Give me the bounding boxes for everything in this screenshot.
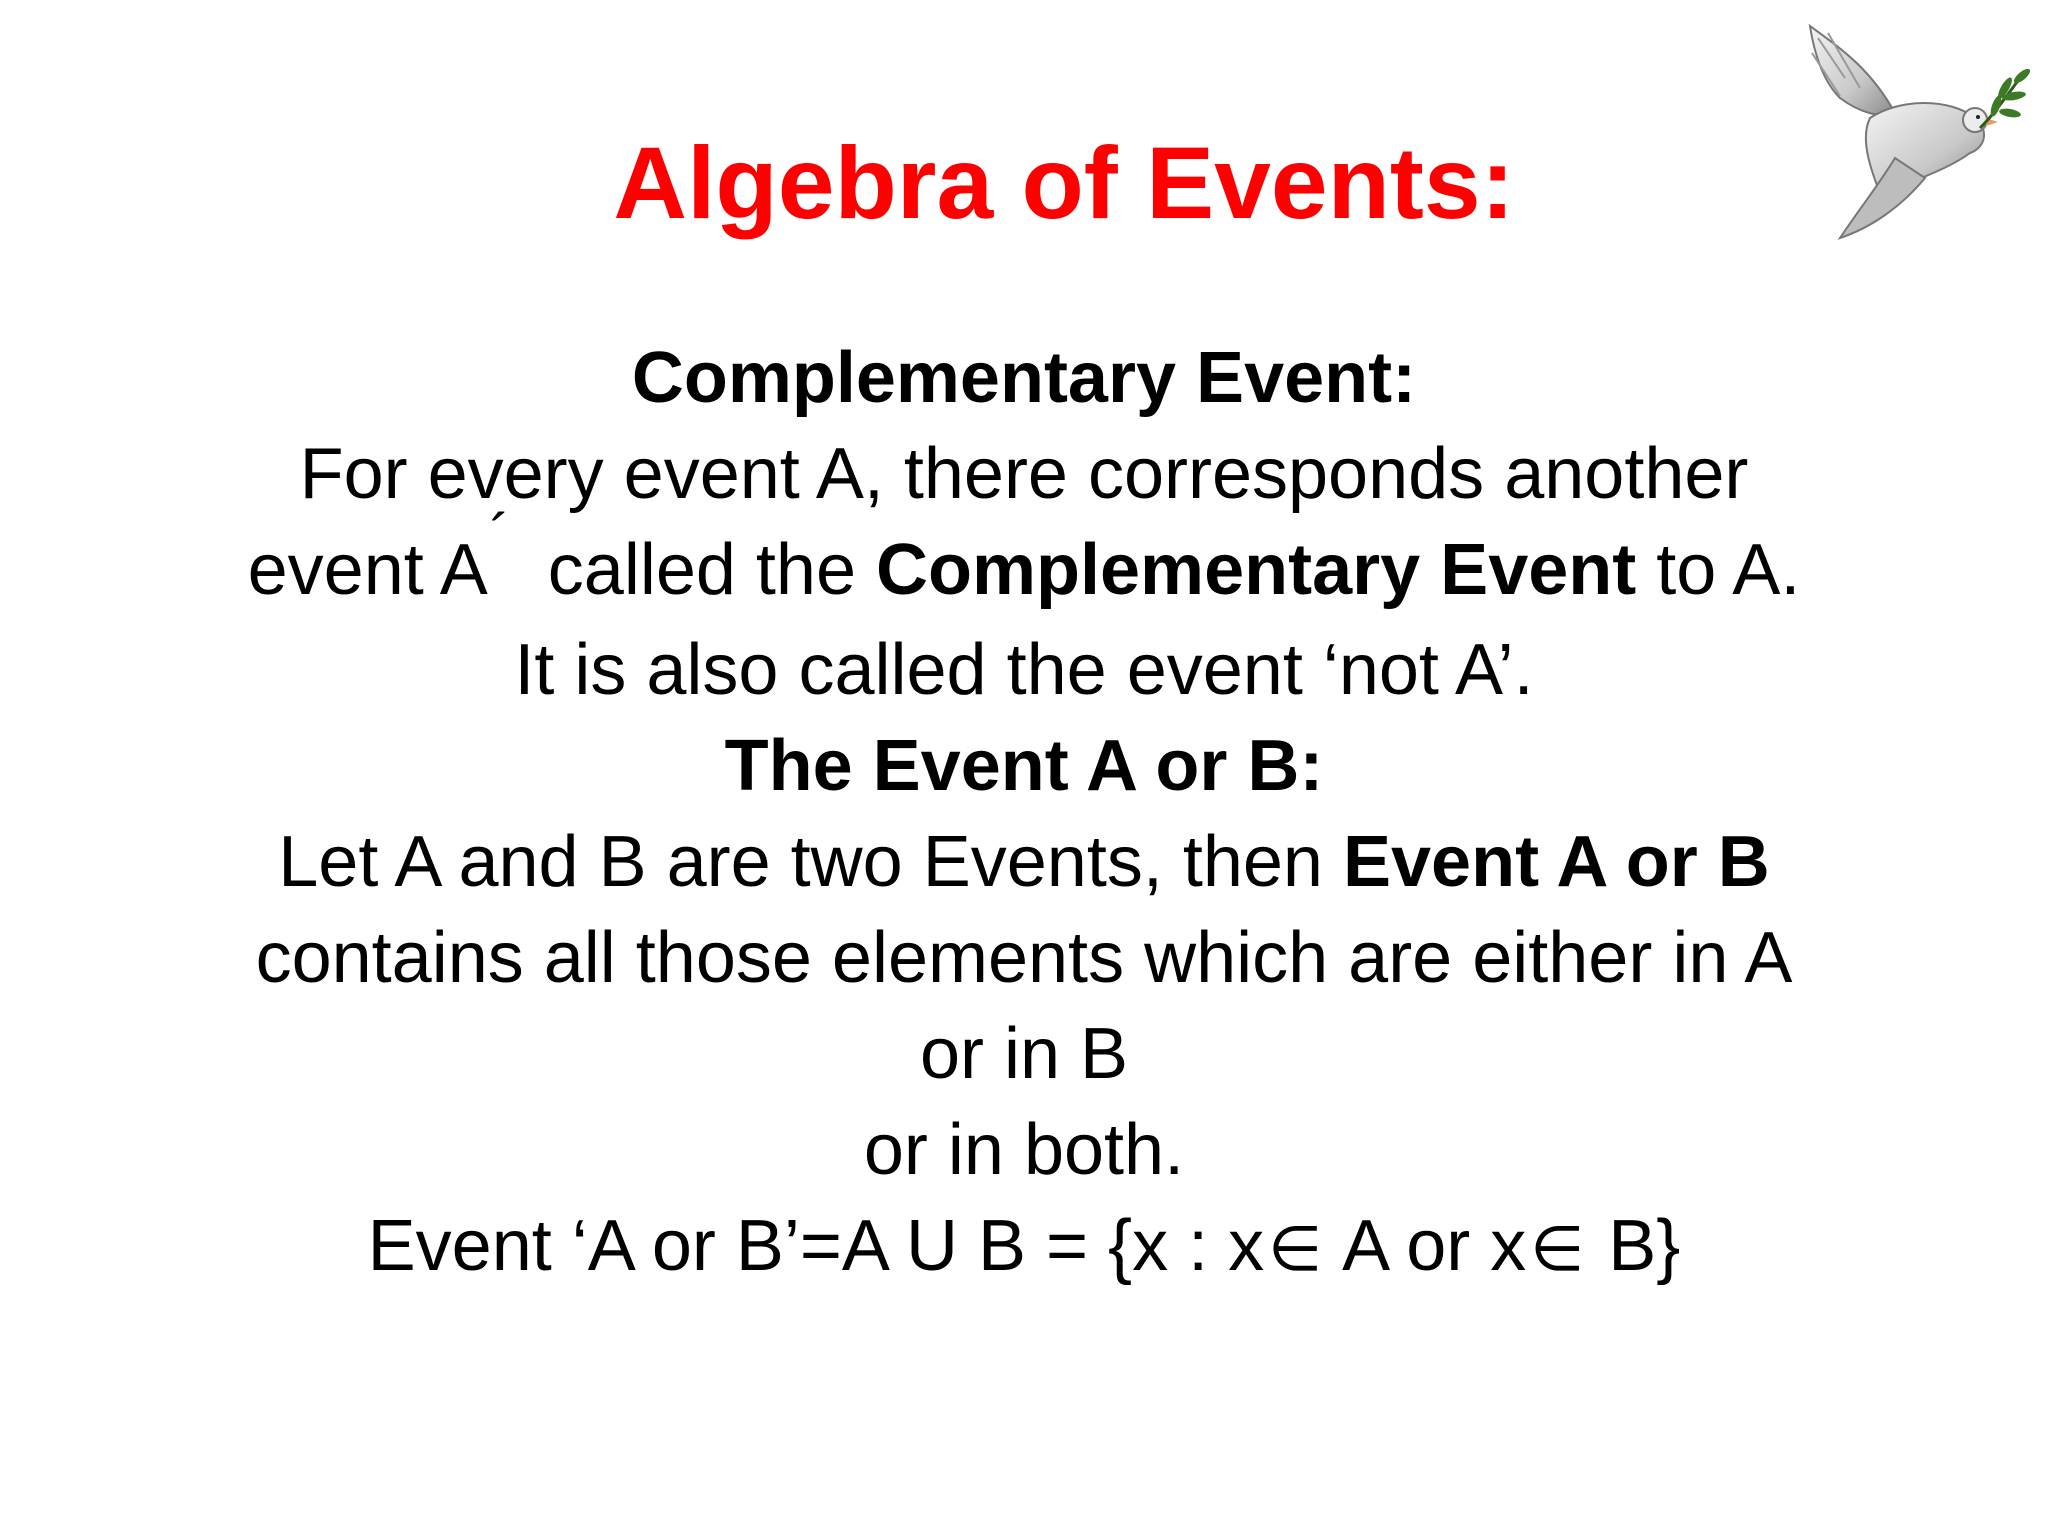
formula-part-a: Event ‘A or B’=A U B = {x : x — [367, 1206, 1265, 1286]
formula-part-c: B} — [1588, 1206, 1681, 1286]
dove-icon — [1800, 18, 2030, 248]
union-line-3: or in B — [919, 1014, 1129, 1094]
slide-title: Algebra of Events: — [613, 126, 1515, 240]
union-line-1-bold: Event A or B — [1342, 822, 1770, 902]
union-line-2: contains all those elements which are either in A — [255, 918, 1793, 998]
union-line-1-text: Let A and B are two Events, then — [278, 822, 1343, 902]
slide-body — [0, 330, 2048, 1298]
union-line-4: or in both. — [863, 1110, 1185, 1190]
prime-mark: ´ — [489, 502, 510, 569]
line2-bold-term: Complementary Event — [876, 530, 1637, 610]
event-a-or-b-heading: The Event A or B: — [724, 726, 1324, 806]
complementary-line-1: For every event A, there corresponds another — [299, 434, 1749, 514]
element-of-symbol-1: ∈ — [1268, 1215, 1323, 1284]
line2-part-b: called the — [527, 530, 877, 610]
line2-part-c: to A. — [1636, 530, 1801, 610]
formula-part-b: A or x — [1326, 1206, 1527, 1286]
complementary-line-2 — [0, 502, 2048, 622]
union-formula — [0, 1198, 2048, 1298]
line2-part-a: event A — [247, 530, 488, 610]
element-of-symbol-2: ∈ — [1530, 1215, 1585, 1284]
complementary-line-3: It is also called the event ‘not A’. — [514, 630, 1534, 710]
complementary-event-heading: Complementary Event: — [631, 338, 1417, 418]
union-line-1 — [0, 814, 2048, 910]
